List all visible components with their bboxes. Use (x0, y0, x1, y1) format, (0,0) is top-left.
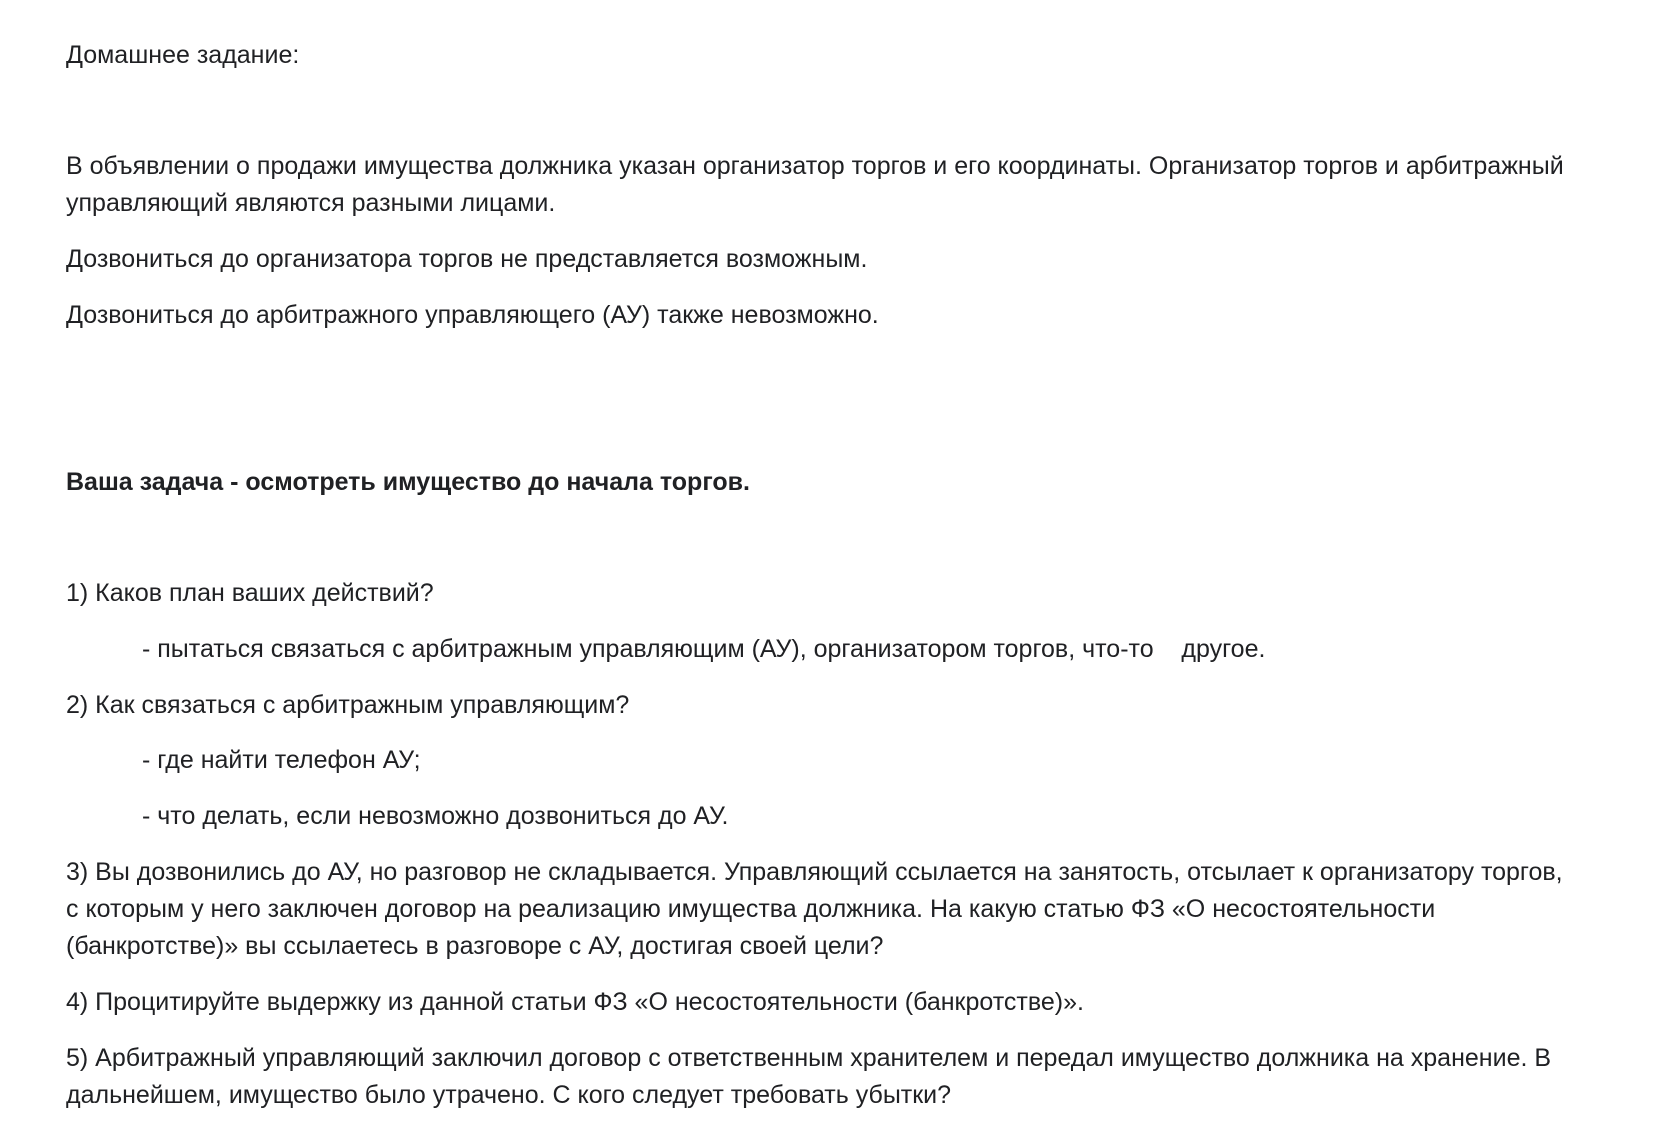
intro-paragraph-1: В объявлении о продажи имущества должника указан организатор торгов и его координаты. Организатор торгов и арбитражный управляющий являются разными лицами. (66, 152, 1571, 217)
question-2-detail-1: - где найти телефон АУ; (142, 746, 421, 774)
intro-paragraph-3: Дозвониться до арбитражного управляющего (АУ) также невозможно. (66, 301, 879, 329)
question-2-detail-2: - что делать, если невозможно дозвониться до АУ. (142, 802, 729, 830)
question-5: 5) Арбитражный управляющий заключил договор с ответственным хранителем и передал имущество должника на хранение. В дальнейшем, имущество было утрачено. С кого следует требовать убытки? (66, 1044, 1558, 1109)
question-4: 4) Процитируйте выдержку из данной статьи ФЗ «О несостоятельности (банкротстве)». (66, 988, 1084, 1016)
question-2: 2) Как связаться с арбитражным управляющим? (66, 691, 630, 719)
intro-paragraph-2: Дозвониться до организатора торгов не представляется возможным. (66, 245, 868, 273)
question-3: 3) Вы дозвонились до АУ, но разговор не складывается. Управляющий ссылается на занятость, отсылает к организатору торгов, с которым у него заключен договор на реализацию имущества должника. На какую статью ФЗ «О несостоятельности (банкротстве)» вы ссылаетесь в разговоре с АУ, достигая своей цели? (66, 858, 1570, 960)
question-1: 1) Каков план ваших действий? (66, 579, 434, 607)
task-statement: Ваша задача - осмотреть имущество до начала торгов. (66, 468, 750, 496)
document-heading: Домашнее задание: (66, 41, 300, 69)
question-1-detail: - пытаться связаться с арбитражным управляющим (АУ), организатором торгов, что-то другое. (142, 635, 1266, 663)
